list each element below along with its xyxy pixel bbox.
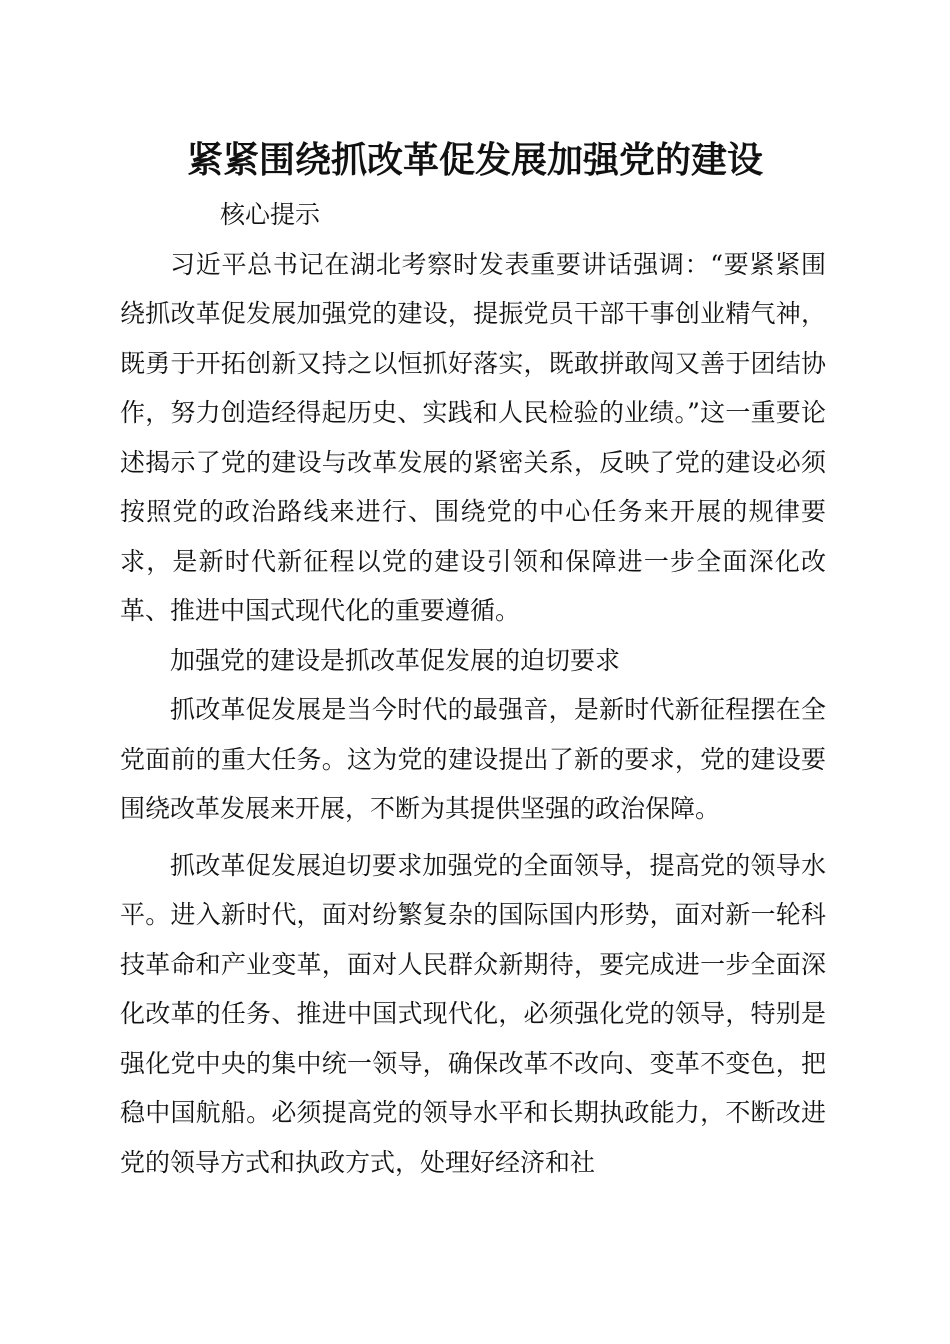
document-title: 紧紧围绕抓改革促发展加强党的建设 [186, 139, 763, 181]
document-body [120, 190, 826, 1187]
body-paragraph: 抓改革促发展是当今时代的最强音，是新时代新征程摆在全党面前的重大任务。这为党的建设提出了新的要求，党的建设要围绕改革发展来开展，不断为其提供坚强的政治保障。 [120, 695, 826, 823]
intro-paragraph: 习近平总书记在湖北考察时发表重要讲话强调：“要紧紧围绕抓改革促发展加强党的建设，提振党员干部干事创业精气神，既勇于开拓创新又持之以恒抓好落实，既敢拼敢闯又善于团结协作，努力创造经得起历史、实践和人民检验的业绩。”这一重要论述揭示了党的建设与改革发展的紧密关系，反映了党的建设必须按照党的政治路线来进行、围绕党的中心任务来开展的规律要求，是新时代新征程以党的建设引领和保障进一步全面深化改革、推进中国式现代化的重要遵循。 [120, 249, 826, 625]
core-hint-label: 核心提示 [220, 200, 321, 229]
body-paragraph: 抓改革促发展迫切要求加强党的全面领导，提高党的领导水平。进入新时代，面对纷繁复杂的国际国内形势，面对新一轮科技革命和产业变革，面对人民群众新期待，要完成进一步全面深化改革的任务、推进中国式现代化，必须强化党的领导，特别是强化党中央的集中统一领导，确保改革不改向、变革不变色，把稳中国航船。必须提高党的领导水平和长期执政能力，不断改进党的领导方式和执政方式，处理好经济和社 [120, 850, 826, 1177]
section-heading: 加强党的建设是抓改革促发展的迫切要求 [170, 645, 621, 675]
